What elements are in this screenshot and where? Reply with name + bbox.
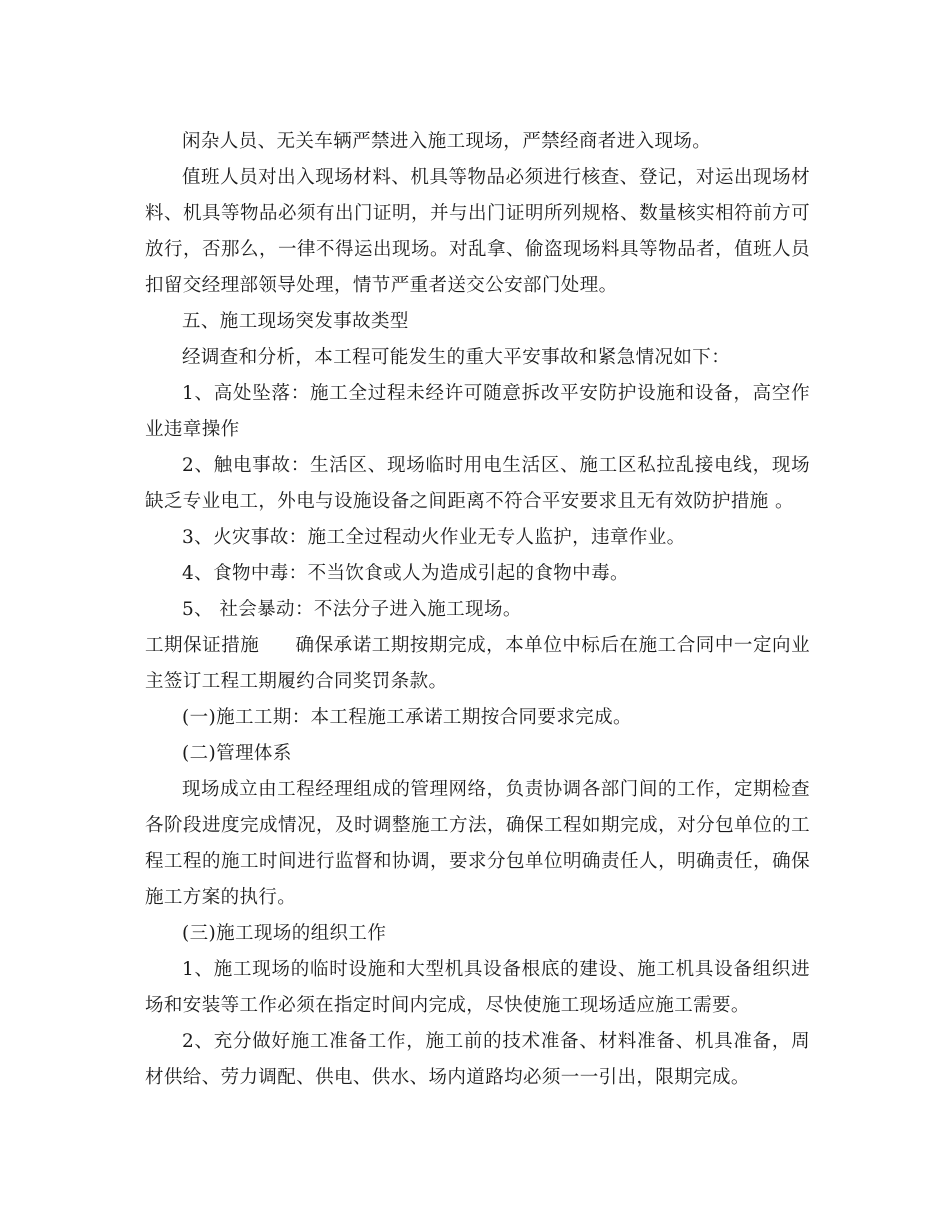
paragraph-duty-inspection: 值班人员对出入现场材料、机具等物品必须进行核查、登记，对运出现场材料、机具等物品必须有出门证明，并与出门证明所列规格、数量核实相符前方可放行，否那么，一律不得运出现场。对乱拿、偷盗现场料具等物品者，值班人员扣留交经理部领导处理，情节严重者送交公安部门处理。 <box>145 167 810 296</box>
schedule-guarantee-text: 确保承诺工期按期完成，本单位中标后在施工合同中一定向业主签订工程工期履约合同奖罚条款。 <box>145 635 810 692</box>
list-item-social-unrest: 5、 社会暴动：不法分子进入施工现场。 <box>182 599 522 620</box>
list-item-preparation: 2、充分做好施工准备工作，施工前的技术准备、材料准备、机具准备，周材供给、劳力调配、供电、供水、场内道路均必须一一引出，限期完成。 <box>145 1031 810 1088</box>
subsection-construction-period: (一)施工工期：本工程施工承诺工期按合同要求完成。 <box>182 707 632 728</box>
list-item-fire: 3、火灾事故：施工全过程动火作业无专人监护，违章作业。 <box>182 527 686 548</box>
list-item-temporary-facilities: 1、施工现场的临时设施和大型机具设备根底的建设、施工机具设备组织进场和安装等工作必须在指定时间内完成，尽快使施工现场适应施工需要。 <box>145 959 810 1016</box>
schedule-guarantee-heading: 工期保证措施 <box>145 635 260 656</box>
list-item-food-poisoning: 4、食物中毒：不当饮食或人为造成引起的食物中毒。 <box>182 563 629 584</box>
paragraph-site-access: 闲杂人员、无关车辆严禁进入施工现场，严禁经商者进入现场。 <box>182 131 712 152</box>
list-item-fall: 1、高处坠落：施工全过程未经许可随意拆改平安防护设施和设备，高空作业违章操作 <box>145 383 810 440</box>
subsection-heading-site-organization: (三)施工现场的组织工作 <box>182 923 387 944</box>
list-item-electric-shock: 2、触电事故：生活区、现场临时用电生活区、施工区私拉乱接电线，现场缺乏专业电工，外电与设施设备之间距离不符合平安要求且无有效防护措施 。 <box>145 455 810 512</box>
paragraph-management-network: 现场成立由工程经理组成的管理网络，负责协调各部门间的工作，定期检查各阶段进度完成情况，及时调整施工方法，确保工程如期完成，对分包单位的工程工程的施工时间进行监督和协调，要求分包单位明确责任人，明确责任，确保施工方案的执行。 <box>145 779 810 908</box>
subsection-heading-management: (二)管理体系 <box>182 743 292 764</box>
paragraph-analysis-intro: 经调查和分析，本工程可能发生的重大平安事故和紧急情况如下： <box>182 347 731 368</box>
paragraph-schedule-guarantee <box>145 628 810 700</box>
section-heading-accident-types: 五、施工现场突发事故类型 <box>182 311 409 332</box>
